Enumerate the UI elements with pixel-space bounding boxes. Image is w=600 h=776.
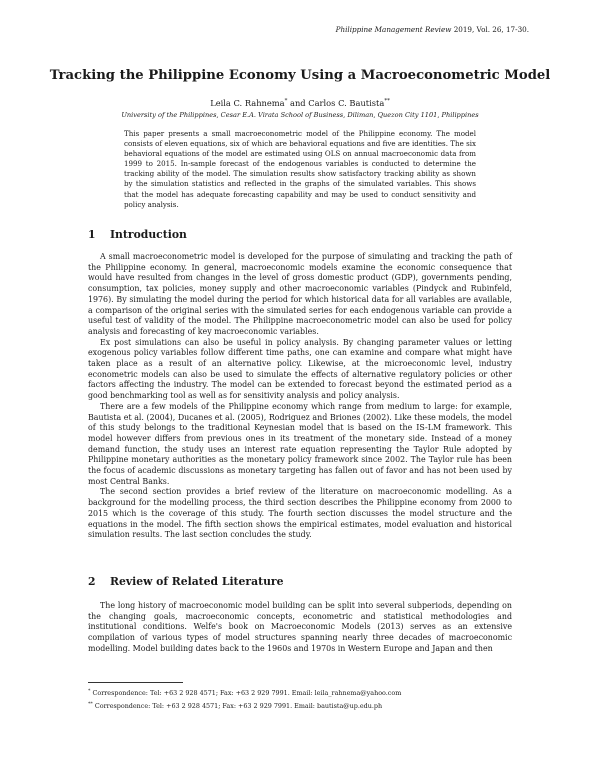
paragraph: Ex post simulations can also be useful in policy analysis. By changing parameter values or letting exogenous policy variables follow different time paths, one can examine and compare what might have taken place as a result of an alternative policy. Likewise, at the microeconomic level, industry econometric models can also be used to simulate the effects of alternative regulatory policies or other factors affecting the industry. The model can be extended to forecast beyond the estimated period as a good benchmarking tool as well as for sensitivity analysis and policy analysis.	[88, 337, 512, 401]
author-2-mark: **	[384, 98, 390, 105]
footnotes	[88, 686, 518, 713]
paragraph: The long history of macroeconomic model building can be split into several subperiods, depending on the changing goals, macroeconomic concepts, econometric and statistical methodologies and institutional conditions. Welfe's book on Macroeconomic Models (2013) serves as an extensive compilation of various types of model structures spanning nearly three decades of macroeconomic modelling. Model building dates back to the 1960s and 1970s in Western Europe and Japan and then	[88, 601, 512, 653]
section-1-number: 1	[88, 228, 96, 241]
author-line	[0, 98, 600, 108]
footnote-mark: **	[88, 702, 93, 708]
footnote	[88, 686, 518, 699]
section-2-title: Review of Related Literature	[110, 575, 284, 588]
journal-name: Philippine Management Review	[335, 25, 452, 34]
journal-citation: 2019, Vol. 26, 17-30.	[453, 25, 529, 34]
paragraph: There are a few models of the Philippine economy which range from medium to large: for example, Bautista et al. (2004), Ducanes et al. (2005), Rodriguez and Briones (2002). Like these models, the model of this study belongs to the traditional Keynesian model that is based on the IS-LM framework. This model however differs from previous ones in its treatment of the monetary side. Instead of a money demand function, the study uses an interest rate equation representing the Taylor Rule adopted by Philippine monetary authorities as the monetary policy framework since 2002. The Taylor rule has been the focus of academic discussions as monetary targeting has fallen out of favor and has not been used by most Central Banks.	[88, 401, 512, 486]
paragraph: The second section provides a brief review of the literature on macroeconomic modelling. As a background for the modelling process, the third section describes the Philippine economy from 2000 to 2015 which is the coverage of this study. The fourth section discusses the model structure and the equations in the model. The fifth section shows the empirical estimates, model evaluation and historical simulation results. The last section concludes the study.	[88, 487, 512, 540]
author-connector: and	[290, 98, 306, 108]
section-1-title: Introduction	[110, 228, 187, 241]
author-2: Carlos C. Bautista	[308, 98, 385, 108]
author-1: Leila C. Rahnema	[210, 98, 285, 108]
abstract: This paper presents a small macroeconometric model of the Philippine economy. The model consists of eleven equations, six of which are behavioral equations and five are identities. The six behavioral equations of the model are estimated using OLS on annual macroeconomic data from 1999 to 2015. In-sample forecast of the endogenous variables is conducted to determine the tracking ability of the model. The simulation results show satisfactory tracking ability as shown by the simulation statistics and reflected in the graphs of the simulated variables. This shows that the model has adequate forecasting capability and may be used to conduct sensitivity and policy analysis.	[124, 129, 476, 209]
footnote-text: Correspondence: Tel: +63 2 928 4571; Fax: +63 2 929 7991. Email: leila_rahnema@yahoo.com	[92, 689, 402, 698]
paper-title: Tracking the Philippine Economy Using a Macroeconometric Model	[49, 68, 551, 83]
author-1-mark: *	[284, 98, 288, 105]
footnote-mark: *	[88, 689, 91, 694]
section-2-number: 2	[88, 575, 96, 588]
section-2-body	[88, 601, 512, 655]
footnote	[88, 699, 518, 712]
footnote-rule	[88, 682, 183, 683]
footnote-text: Correspondence: Tel: +63 2 928 4571; Fax: +63 2 929 7991. Email: bautista@up.edu.ph	[94, 702, 383, 711]
paragraph: A small macroeconometric model is developed for the purpose of simulating and tracking the path of the Philippine economy. In general, macroeconomic models examine the economic consequence that would have resulted from changes in the level of gross domestic product (GDP), governments pending, consumption, tax policies, money supply and other macroeconomic variables (Pindyck and Rubinfeld, 1976). By simulating the model during the period for which historical data for all variables are available, a comparison of the original series with the simulated series for each endogenous variable can provide a useful test of validity of the model. The Philippine macroeconometric model can also be used for policy analysis and forecasting of key macroeconomic variables.	[88, 252, 512, 336]
running-header	[336, 25, 529, 34]
section-1-body	[88, 252, 512, 541]
affiliation: University of the Philippines, Cesar E.A. Virata School of Business, Diliman, Quezon City 1101, Philippines	[121, 111, 479, 119]
section-1-heading	[88, 228, 187, 241]
section-2-heading	[88, 575, 283, 588]
